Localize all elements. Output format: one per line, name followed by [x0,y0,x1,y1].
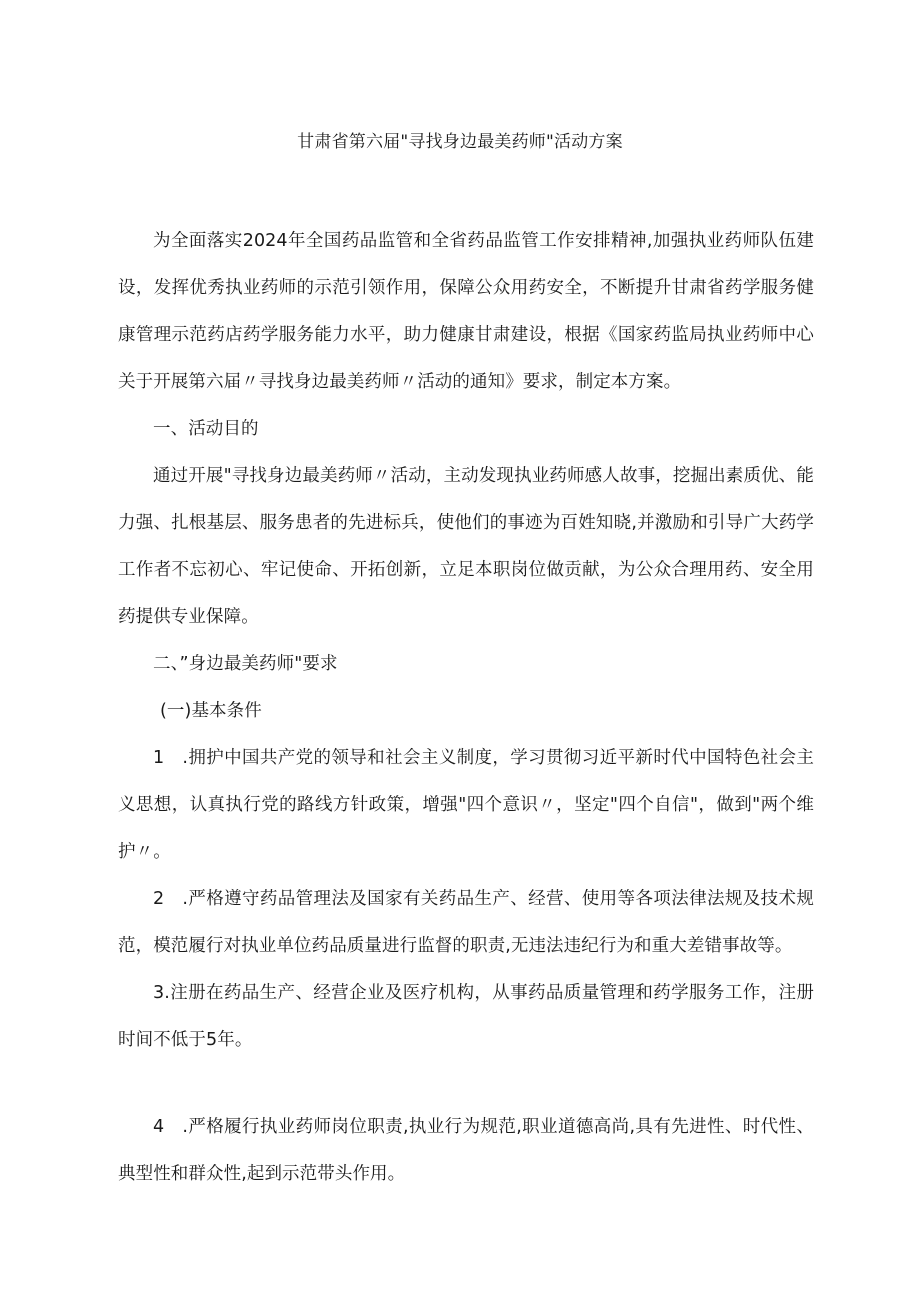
subsection-heading-basic-conditions: (一)基本条件 [160,701,262,721]
document-body [118,218,814,1198]
section-heading-requirements: 二、”身边最美药师"要求 [153,654,338,674]
purpose-paragraph: 通过开展"寻找身边最美药师〃活动，主动发现执业药师感人故事，挖掘出素质优、能力强、扎根基层、服务患者的先进标兵，使他们的事迹为百姓知晓,并激励和引导广大药学工作者不忘初心、牢记使命、开拓创新，立足本职岗位做贡献，为公众合理用药、安全用药提供专业保障。 [118,466,814,627]
condition-item-2: 2 .严格遵守药品管理法及国家有关药品生产、经营、使用等各项法律法规及技术规范，模范履行对执业单位药品质量进行监督的职责,无违法违纪行为和重大差错事故等。 [118,889,814,956]
document-title: 甘肃省第六届"寻找身边最美药师"活动方案 [297,132,623,152]
intro-paragraph: 为全面落实2024年全国药品监管和全省药品监管工作安排精神,加强执业药师队伍建设，发挥优秀执业药师的示范引领作用，保障公众用药安全，不断提升甘肃省药学服务健康管理示范药店药学服务能力水平，助力健康甘肃建设，根据《国家药监局执业药师中心关于开展第六届〃寻找身边最美药师〃活动的通知》要求，制定本方案。 [118,231,814,392]
paragraph-gap [118,1064,814,1104]
condition-item-4: 4 .严格履行执业药师岗位职责,执业行为规范,职业道德高尚,具有先进性、时代性、典型性和群众性,起到示范带头作用。 [118,1117,814,1184]
condition-item-3: 3.注册在药品生产、经营企业及医疗机构，从事药品质量管理和药学服务工作，注册时间不低于5年。 [118,983,814,1050]
condition-item-1: 1 .拥护中国共产党的领导和社会主义制度，学习贯彻习近平新时代中国特色社会主义思想，认真执行党的路线方针政策，增强"四个意识〃，坚定"四个自信"，做到"两个维护〃。 [118,748,814,862]
section-heading-purpose: 一、活动目的 [153,419,259,439]
